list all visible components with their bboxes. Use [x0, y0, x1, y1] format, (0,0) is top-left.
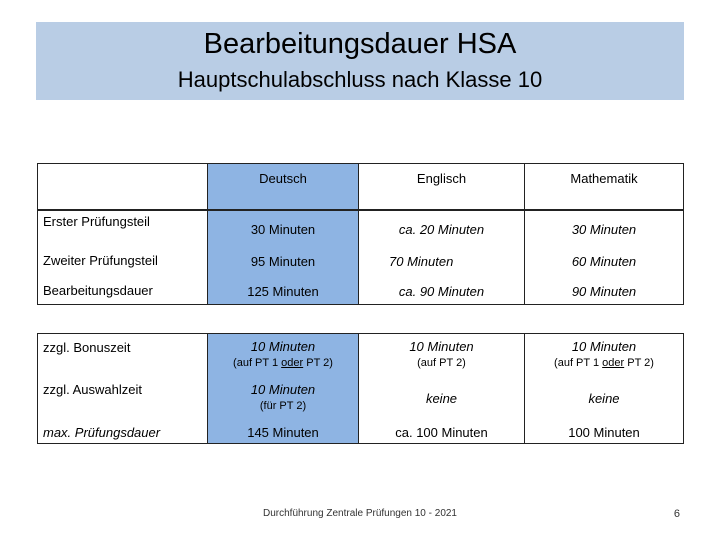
- cell-erster-mathe: 30 Minuten: [571, 222, 637, 237]
- cell-auswahl-deutsch-note: (für PT 2): [259, 400, 307, 412]
- header-empty-cell: [37, 163, 207, 210]
- row-label-bearbeitungsdauer: Bearbeitungsdauer: [43, 283, 153, 298]
- cell-bonus-mathe: 10 Minuten: [571, 339, 637, 354]
- cell-auswahl-deutsch: 10 Minuten: [250, 382, 316, 397]
- header-deutsch: Deutsch: [207, 163, 359, 210]
- cell-erster-englisch: ca. 20 Minuten: [398, 222, 485, 237]
- header-mathematik: Mathematik: [524, 163, 684, 210]
- footer-text: Durchführung Zentrale Prüfungen 10 - 2021: [262, 508, 457, 519]
- cell-zweiter-deutsch: 95 Minuten: [250, 254, 316, 269]
- title-banner: [36, 22, 684, 100]
- row-label-bonuszeit: zzgl. Bonuszeit: [43, 340, 131, 355]
- page-number: 6: [673, 508, 680, 520]
- cell-max-englisch: ca. 100 Minuten: [395, 425, 488, 440]
- cell-dauer-englisch: ca. 90 Minuten: [398, 284, 485, 299]
- slide-subtitle: Hauptschulabschluss nach Klasse 10: [177, 67, 543, 92]
- cell-erster-deutsch: 30 Minuten: [250, 222, 316, 237]
- cell-zweiter-mathe: 60 Minuten: [571, 254, 637, 269]
- cell-bonus-mathe-note: (auf PT 1 oder PT 2): [554, 357, 654, 369]
- cell-bonus-deutsch: 10 Minuten: [250, 339, 316, 354]
- cell-max-deutsch: 145 Minuten: [247, 425, 319, 440]
- cell-dauer-mathe: 90 Minuten: [571, 284, 637, 299]
- cell-zweiter-englisch: 70 Minuten: [389, 254, 454, 269]
- row-label-erster-pruefungsteil: Erster Prüfungsteil: [43, 214, 150, 229]
- cell-auswahl-mathe: keine: [588, 391, 620, 406]
- row-label-auswahlzeit: zzgl. Auswahlzeit: [43, 382, 142, 397]
- cell-bonus-englisch: 10 Minuten: [409, 339, 474, 354]
- cell-bonus-deutsch-note: (auf PT 1 oder PT 2): [233, 357, 333, 369]
- cell-bonus-englisch-note: (auf PT 2): [417, 357, 466, 369]
- header-englisch: Englisch: [359, 163, 524, 210]
- slide-title: Bearbeitungsdauer HSA: [203, 28, 517, 60]
- cell-max-mathe: 100 Minuten: [568, 425, 640, 440]
- cell-dauer-deutsch: 125 Minuten: [247, 284, 319, 299]
- cell-auswahl-englisch: keine: [425, 391, 458, 406]
- row-label-zweiter-pruefungsteil: Zweiter Prüfungsteil: [43, 253, 158, 268]
- row-label-max-pruefungsdauer: max. Prüfungsdauer: [43, 425, 161, 440]
